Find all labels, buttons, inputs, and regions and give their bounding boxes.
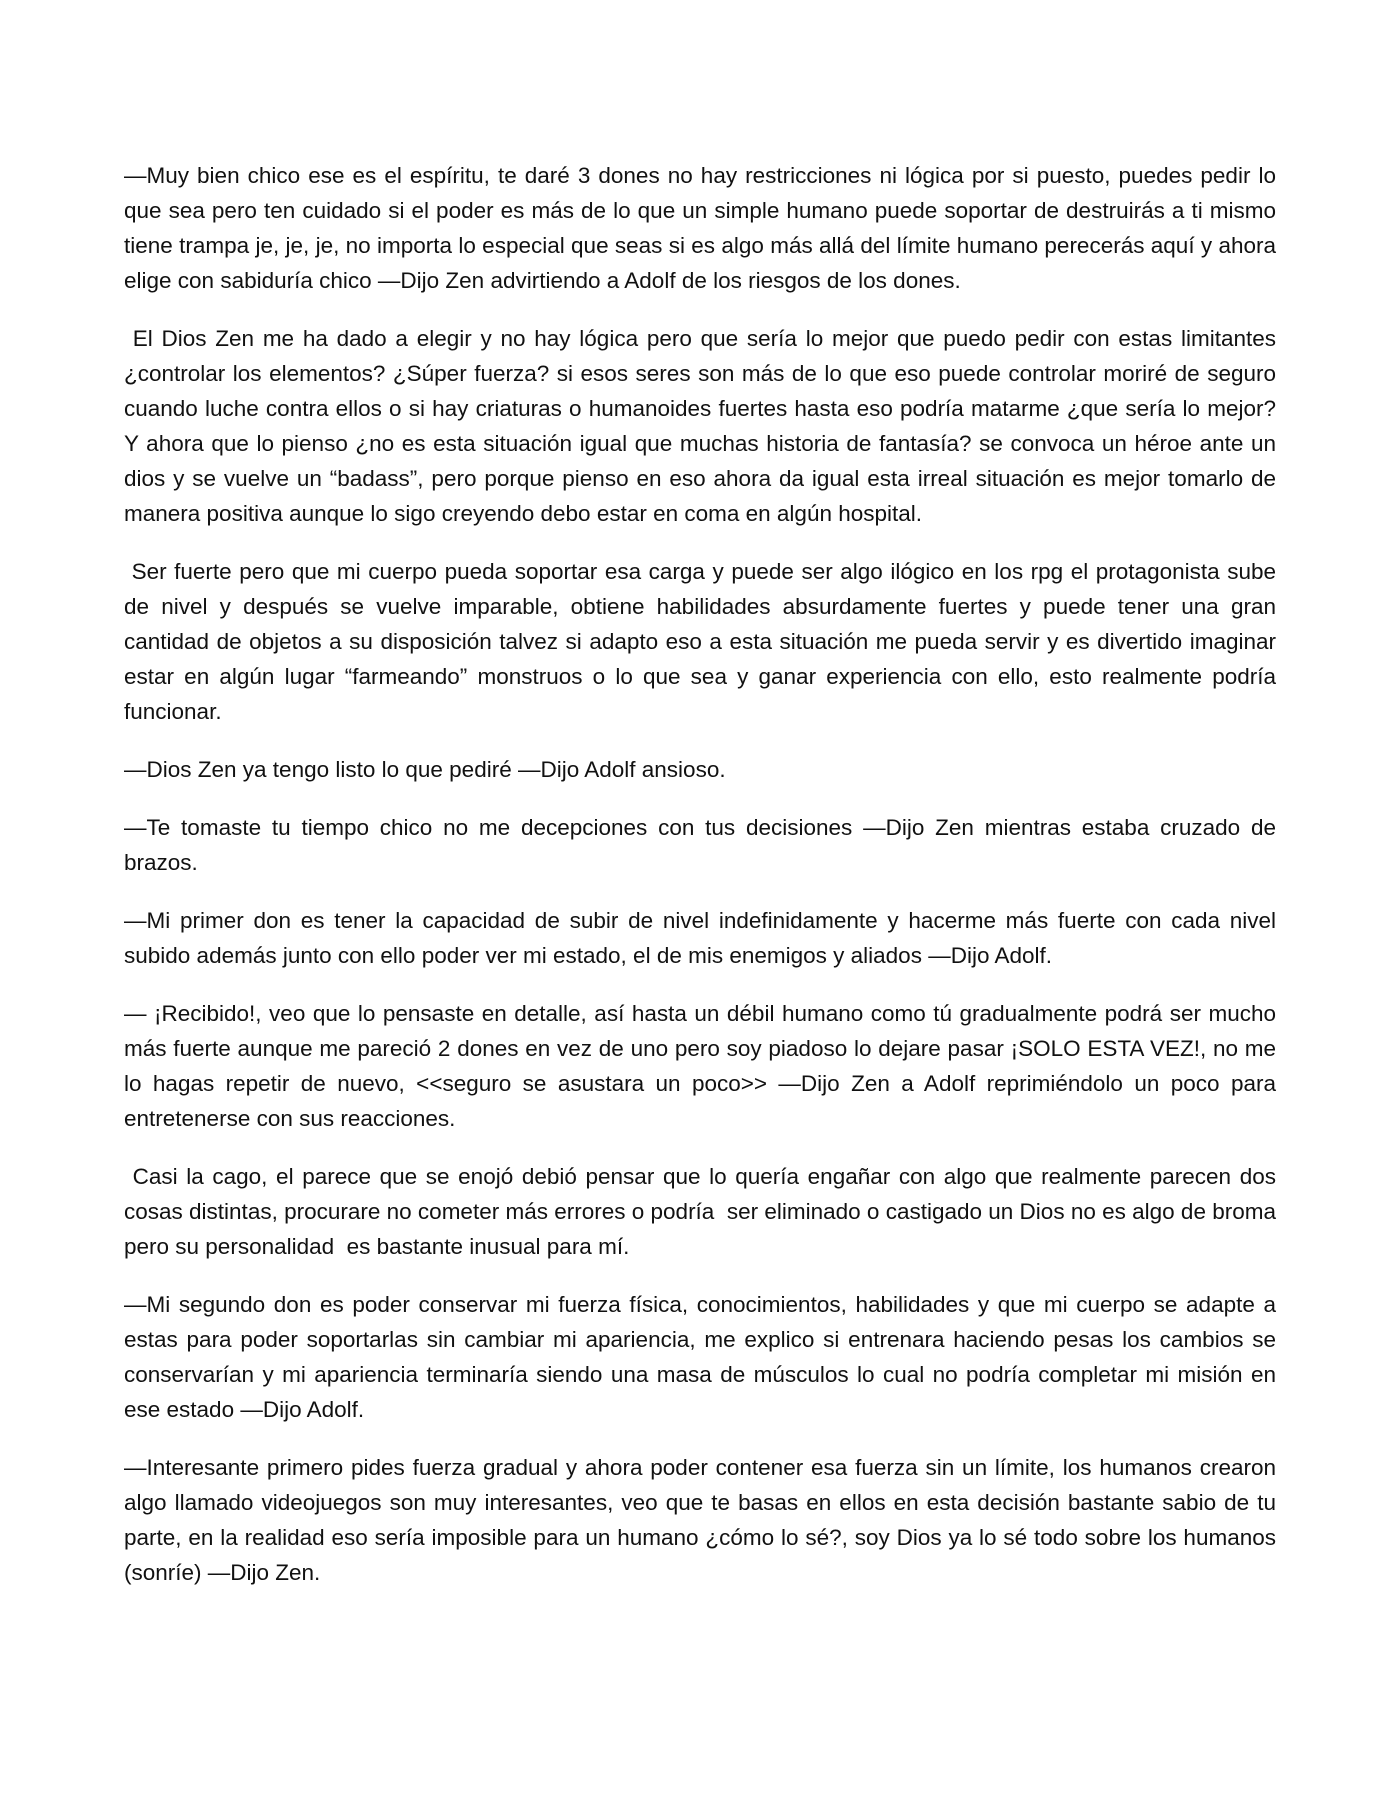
- document-page: [124, 158, 1283, 1613]
- paragraph-1: —Muy bien chico ese es el espíritu, te daré 3 dones no hay restricciones ni lógica por si puesto, puedes pedir lo que sea pero ten cuidado si el poder es más de lo que un simple humano puede soportar de destruirás a ti mismo tiene trampa je, je, je, no importa lo especial que seas si es algo más allá del límite humano perecerás aquí y ahora elige con sabiduría chico —Dijo Zen advirtiendo a Adolf de los riesgos de los dones.: [124, 163, 1283, 293]
- paragraph-10: —Interesante primero pides fuerza gradual y ahora poder contener esa fuerza sin un límite, los humanos crearon algo llamado videojuegos son muy interesantes, veo que te basas en ellos en esta decisión bastante sabio de tu parte, en la realidad eso sería imposible para un humano ¿cómo lo sé?, soy Dios ya lo sé todo sobre los humanos (sonríe) —Dijo Zen.: [124, 1455, 1283, 1585]
- paragraph-6: —Mi primer don es tener la capacidad de subir de nivel indefinidamente y hacerme más fuerte con cada nivel subido además junto con ello poder ver mi estado, el de mis enemigos y aliados —Dijo Adolf.: [124, 908, 1283, 968]
- paragraph-2: El Dios Zen me ha dado a elegir y no hay lógica pero que sería lo mejor que puedo pedir con estas limitantes ¿controlar los elementos? ¿Súper fuerza? si esos seres son más de lo que eso puede controlar moriré de seguro cuando luche contra ellos o si hay criaturas o humanoides fuertes hasta eso podría matarme ¿que sería lo mejor? Y ahora que lo pienso ¿no es esta situación igual que muchas historia de fantasía? se convoca un héroe ante un dios y se vuelve un “badass”, pero porque pienso en eso ahora da igual esta irreal situación es mejor tomarlo de manera positiva aunque lo sigo creyendo debo estar en coma en algún hospital.: [124, 326, 1283, 526]
- paragraph-7: — ¡Recibido!, veo que lo pensaste en detalle, así hasta un débil humano como tú gradualmente podrá ser mucho más fuerte aunque me pareció 2 dones en vez de uno pero soy piadoso lo dejare pasar ¡SOLO ESTA VEZ!, no me lo hagas repetir de nuevo, <<seguro se asustara un poco>> —Dijo Zen a Adolf reprimiéndolo un poco para entretenerse con sus reacciones.: [124, 1001, 1283, 1131]
- paragraph-9: —Mi segundo don es poder conservar mi fuerza física, conocimientos, habilidades y que mi cuerpo se adapte a estas para poder soportarlas sin cambiar mi apariencia, me explico si entrenara haciendo pesas los cambios se conservarían y mi apariencia terminaría siendo una masa de músculos lo cual no podría completar mi misión en ese estado —Dijo Adolf.: [124, 1292, 1283, 1422]
- paragraph-4: —Dios Zen ya tengo listo lo que pediré —Dijo Adolf ansioso.: [124, 757, 726, 782]
- paragraph-3: Ser fuerte pero que mi cuerpo pueda soportar esa carga y puede ser algo ilógico en los rpg el protagonista sube de nivel y después se vuelve imparable, obtiene habilidades absurdamente fuertes y puede tener una gran cantidad de objetos a su disposición talvez si adapto eso a esta situación me pueda servir y es divertido imaginar estar en algún lugar “farmeando” monstruos o lo que sea y ganar experiencia con ello, esto realmente podría funcionar.: [124, 559, 1283, 724]
- paragraph-5: —Te tomaste tu tiempo chico no me decepciones con tus decisiones —Dijo Zen mientras estaba cruzado de brazos.: [124, 815, 1283, 875]
- paragraph-8: Casi la cago, el parece que se enojó debió pensar que lo quería engañar con algo que realmente parecen dos cosas distintas, procurare no cometer más errores o podría ser eliminado o castigado un Dios no es algo de broma pero su personalidad es bastante inusual para mí.: [124, 1164, 1283, 1259]
